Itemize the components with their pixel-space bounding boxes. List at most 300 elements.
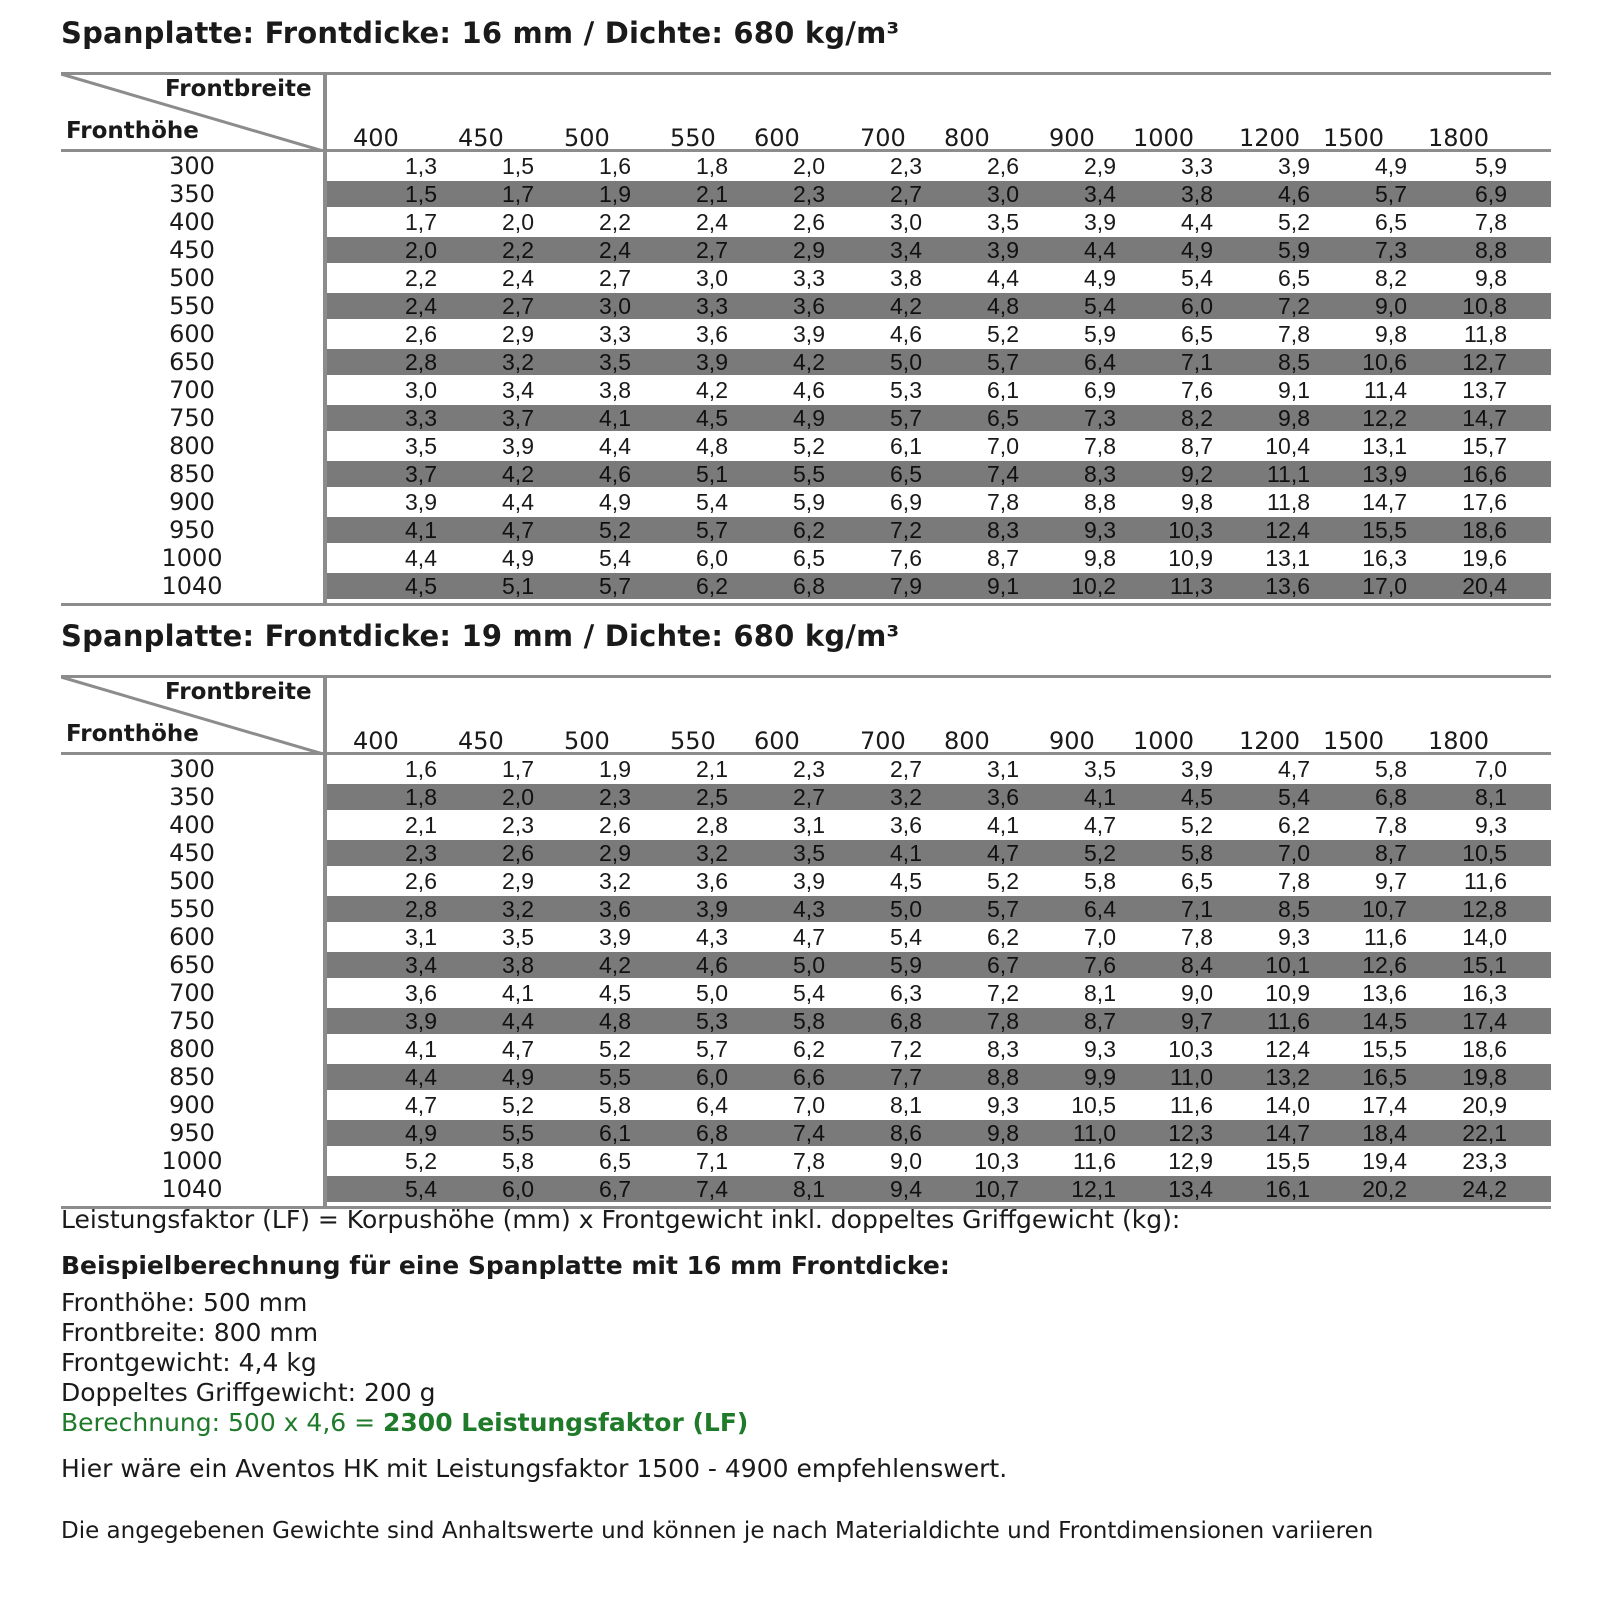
row-header: 300 <box>169 152 215 180</box>
table-cell: 4,6 <box>696 952 728 978</box>
table-cell: 4,6 <box>890 321 922 347</box>
table-cell: 7,9 <box>890 573 922 599</box>
row-header: 550 <box>169 895 215 923</box>
column-header: 900 <box>1049 124 1095 152</box>
table-cell: 2,3 <box>890 153 922 179</box>
table-cell: 2,6 <box>793 209 825 235</box>
table-cell: 2,6 <box>405 321 437 347</box>
table-cell: 10,6 <box>1362 349 1407 375</box>
table-cell: 5,0 <box>890 896 922 922</box>
table-row <box>61 320 1551 348</box>
table-cell: 3,7 <box>405 461 437 487</box>
table-cell: 3,9 <box>599 924 631 950</box>
table-cell: 11,4 <box>1363 377 1407 403</box>
row-header: 750 <box>169 1007 215 1035</box>
row-header: 1040 <box>161 1175 223 1203</box>
table-cell: 5,3 <box>890 377 922 403</box>
table-cell: 4,9 <box>793 405 825 431</box>
table-cell: 3,1 <box>405 924 437 950</box>
table-cell: 15,5 <box>1362 1036 1407 1062</box>
table-cell: 1,5 <box>405 181 437 207</box>
table-cell: 7,6 <box>890 545 922 571</box>
table-cell: 6,4 <box>1084 896 1116 922</box>
table-cell: 6,7 <box>987 952 1019 978</box>
table-cell: 6,8 <box>890 1008 922 1034</box>
table-cell: 8,7 <box>987 545 1019 571</box>
table-cell: 4,5 <box>405 573 437 599</box>
table-row <box>61 923 1551 951</box>
table-row <box>61 544 1551 572</box>
table-cell: 10,3 <box>1168 517 1213 543</box>
table-cell: 5,0 <box>890 349 922 375</box>
table-cell: 7,2 <box>890 517 922 543</box>
table-cell: 5,2 <box>405 1148 437 1174</box>
table-cell: 1,9 <box>599 181 631 207</box>
table-cell: 10,7 <box>974 1176 1019 1202</box>
table-cell: 3,8 <box>1181 181 1213 207</box>
recommendation-note: Hier wäre ein Aventos HK mit Leistungsfaktor 1500 - 4900 empfehlenswert. <box>61 1454 1008 1483</box>
table-cell: 3,0 <box>599 293 631 319</box>
table-cell: 2,4 <box>599 237 631 263</box>
row-header: 800 <box>169 1035 215 1063</box>
table-cell: 1,6 <box>599 153 631 179</box>
table-cell: 5,3 <box>696 1008 728 1034</box>
row-header: 350 <box>169 180 215 208</box>
table-cell: 5,8 <box>1181 840 1213 866</box>
table-cell: 2,3 <box>599 784 631 810</box>
table-cell: 6,7 <box>599 1176 631 1202</box>
table-cell: 13,7 <box>1462 377 1507 403</box>
table-cell: 2,7 <box>599 265 631 291</box>
table-cell: 19,8 <box>1462 1064 1507 1090</box>
table-cell: 4,7 <box>405 1092 437 1118</box>
table-row <box>61 951 1551 979</box>
table-cell: 5,8 <box>502 1148 534 1174</box>
row-header: 300 <box>169 755 215 783</box>
column-header: 1200 <box>1239 727 1301 755</box>
table-cell: 3,0 <box>987 181 1019 207</box>
table-row <box>61 895 1551 923</box>
table-cell: 5,0 <box>793 952 825 978</box>
table-cell: 2,6 <box>405 868 437 894</box>
table-cell: 2,6 <box>502 840 534 866</box>
table-cell: 12,1 <box>1071 1176 1116 1202</box>
table-cell: 7,0 <box>1278 840 1310 866</box>
table-cell: 7,0 <box>987 433 1019 459</box>
table-cell: 7,8 <box>987 1008 1019 1034</box>
table-row <box>61 755 1551 783</box>
table-cell: 3,8 <box>599 377 631 403</box>
table-cell: 10,3 <box>974 1148 1019 1174</box>
row-header: 900 <box>169 488 215 516</box>
table-cell: 5,5 <box>599 1064 631 1090</box>
table-cell: 17,4 <box>1362 1092 1407 1118</box>
table-cell: 10,9 <box>1168 545 1213 571</box>
table-cell: 6,0 <box>502 1176 534 1202</box>
table-cell: 4,4 <box>502 489 534 515</box>
table-cell: 12,7 <box>1462 349 1507 375</box>
table-row <box>61 404 1551 432</box>
table-row <box>61 867 1551 895</box>
table-cell: 7,3 <box>1084 405 1116 431</box>
table-cell: 5,2 <box>502 1092 534 1118</box>
table-cell: 5,7 <box>987 896 1019 922</box>
table-cell: 4,7 <box>1278 756 1310 782</box>
table-cell: 1,3 <box>405 153 437 179</box>
table-cell: 3,6 <box>793 293 825 319</box>
table-cell: 4,4 <box>405 545 437 571</box>
table-cell: 12,9 <box>1168 1148 1213 1174</box>
weight-table-19mm <box>61 675 1551 1209</box>
table-cell: 3,9 <box>696 896 728 922</box>
table-cell: 6,5 <box>1375 209 1407 235</box>
table-cell: 7,0 <box>1084 924 1116 950</box>
table-cell: 13,4 <box>1168 1176 1213 1202</box>
table-cell: 5,8 <box>599 1092 631 1118</box>
table-cell: 3,5 <box>1084 756 1116 782</box>
table-cell: 7,8 <box>987 489 1019 515</box>
table-row <box>61 292 1551 320</box>
table-cell: 9,0 <box>890 1148 922 1174</box>
table-cell: 4,5 <box>890 868 922 894</box>
table-cell: 19,6 <box>1462 545 1507 571</box>
table-cell: 3,5 <box>599 349 631 375</box>
calculation-result: 2300 Leistungsfaktor (LF) <box>383 1408 749 1437</box>
table-cell: 3,2 <box>502 896 534 922</box>
table-cell: 9,2 <box>1181 461 1213 487</box>
table-cell: 3,0 <box>696 265 728 291</box>
table-row <box>61 236 1551 264</box>
column-header: 1000 <box>1133 124 1195 152</box>
table-cell: 4,6 <box>793 377 825 403</box>
column-header: 1500 <box>1323 124 1385 152</box>
table-cell: 3,3 <box>405 405 437 431</box>
table-cell: 12,4 <box>1265 517 1310 543</box>
table-cell: 6,3 <box>890 980 922 1006</box>
table-cell: 4,4 <box>1181 209 1213 235</box>
table-row <box>61 1147 1551 1175</box>
table-cell: 5,2 <box>987 868 1019 894</box>
table-cell: 2,9 <box>1084 153 1116 179</box>
table-cell: 20,4 <box>1462 573 1507 599</box>
table-cell: 4,8 <box>987 293 1019 319</box>
table-cell: 6,2 <box>793 1036 825 1062</box>
table-cell: 4,9 <box>502 1064 534 1090</box>
table-cell: 11,6 <box>1363 924 1407 950</box>
table-cell: 17,4 <box>1462 1008 1507 1034</box>
table-cell: 16,1 <box>1265 1176 1310 1202</box>
table-cell: 24,2 <box>1462 1176 1507 1202</box>
table-row <box>61 1091 1551 1119</box>
table-cell: 18,4 <box>1362 1120 1407 1146</box>
table-cell: 5,1 <box>696 461 728 487</box>
table-cell: 8,7 <box>1375 840 1407 866</box>
table-cell: 4,5 <box>1181 784 1213 810</box>
table-cell: 5,9 <box>890 952 922 978</box>
table-cell: 9,8 <box>1084 545 1116 571</box>
row-header: 450 <box>169 839 215 867</box>
row-header: 550 <box>169 292 215 320</box>
table-1-title: Spanplatte: Frontdicke: 16 mm / Dichte: 680 kg/m³ <box>61 16 900 50</box>
table-cell: 15,7 <box>1462 433 1507 459</box>
table-cell: 15,1 <box>1462 952 1507 978</box>
table-cell: 9,8 <box>1475 265 1507 291</box>
table-cell: 6,9 <box>890 489 922 515</box>
table-cell: 3,9 <box>405 489 437 515</box>
table-cell: 2,2 <box>405 265 437 291</box>
row-header: 950 <box>169 516 215 544</box>
table-cell: 9,1 <box>987 573 1019 599</box>
table-row <box>61 783 1551 811</box>
table-cell: 2,3 <box>405 840 437 866</box>
table-cell: 6,2 <box>696 573 728 599</box>
column-header: 550 <box>670 727 716 755</box>
table-cell: 5,7 <box>696 1036 728 1062</box>
table-cell: 4,4 <box>599 433 631 459</box>
row-header: 1040 <box>161 572 223 600</box>
table-cell: 4,8 <box>696 433 728 459</box>
table-cell: 7,1 <box>1181 349 1213 375</box>
column-header: 600 <box>754 727 800 755</box>
table-cell: 2,7 <box>696 237 728 263</box>
column-header: 1500 <box>1323 727 1385 755</box>
row-header: 500 <box>169 867 215 895</box>
table-cell: 3,8 <box>890 265 922 291</box>
table-cell: 8,7 <box>1181 433 1213 459</box>
table-cell: 3,6 <box>696 868 728 894</box>
table-cell: 19,4 <box>1362 1148 1407 1174</box>
table-cell: 14,7 <box>1265 1120 1310 1146</box>
table-cell: 5,2 <box>1278 209 1310 235</box>
table-cell: 9,0 <box>1375 293 1407 319</box>
row-header: 850 <box>169 1063 215 1091</box>
table-cell: 12,2 <box>1362 405 1407 431</box>
table-cell: 4,1 <box>405 1036 437 1062</box>
table-cell: 2,1 <box>696 181 728 207</box>
table-cell: 8,5 <box>1278 349 1310 375</box>
table-cell: 6,4 <box>696 1092 728 1118</box>
table-cell: 2,8 <box>405 349 437 375</box>
table-row <box>61 1119 1551 1147</box>
table-cell: 2,1 <box>405 812 437 838</box>
table-cell: 3,3 <box>793 265 825 291</box>
table-row <box>61 1063 1551 1091</box>
column-header: 800 <box>944 124 990 152</box>
table-cell: 8,5 <box>1278 896 1310 922</box>
table-cell: 10,2 <box>1071 573 1116 599</box>
table-cell: 2,4 <box>696 209 728 235</box>
table-cell: 5,7 <box>987 349 1019 375</box>
table-cell: 9,3 <box>987 1092 1019 1118</box>
table-cell: 6,8 <box>793 573 825 599</box>
table-cell: 10,5 <box>1462 840 1507 866</box>
table-cell: 2,1 <box>696 756 728 782</box>
table-cell: 8,1 <box>1475 784 1507 810</box>
table-cell: 4,9 <box>1181 237 1213 263</box>
table-cell: 2,8 <box>405 896 437 922</box>
table-bottom-rule <box>61 603 1551 606</box>
table-cell: 5,9 <box>1278 237 1310 263</box>
table-cell: 4,2 <box>793 349 825 375</box>
table-row <box>61 152 1551 180</box>
table-cell: 3,2 <box>890 784 922 810</box>
table-cell: 7,4 <box>987 461 1019 487</box>
row-header: 400 <box>169 811 215 839</box>
table-cell: 7,0 <box>793 1092 825 1118</box>
table-cell: 2,9 <box>502 321 534 347</box>
table-cell: 9,9 <box>1084 1064 1116 1090</box>
table-cell: 11,6 <box>1463 868 1507 894</box>
table-cell: 6,5 <box>987 405 1019 431</box>
table-row <box>61 979 1551 1007</box>
table-cell: 7,0 <box>1475 756 1507 782</box>
table-cell: 1,7 <box>405 209 437 235</box>
table-cell: 3,6 <box>405 980 437 1006</box>
table-body <box>61 755 1551 1203</box>
table-cell: 7,8 <box>1375 812 1407 838</box>
column-header: 500 <box>564 124 610 152</box>
table-cell: 2,5 <box>696 784 728 810</box>
table-cell: 3,5 <box>502 924 534 950</box>
table-row <box>61 348 1551 376</box>
column-header: 700 <box>860 124 906 152</box>
row-header: 950 <box>169 1119 215 1147</box>
table-cell: 13,1 <box>1362 433 1407 459</box>
example-title: Beispielberechnung für eine Spanplatte mit 16 mm Frontdicke: <box>61 1251 950 1280</box>
table-body <box>61 152 1551 600</box>
table-cell: 14,7 <box>1462 405 1507 431</box>
table-cell: 3,4 <box>1084 181 1116 207</box>
table-cell: 5,5 <box>502 1120 534 1146</box>
table-cell: 16,6 <box>1462 461 1507 487</box>
table-cell: 9,8 <box>1375 321 1407 347</box>
table-cell: 10,9 <box>1265 980 1310 1006</box>
table-cell: 3,1 <box>987 756 1019 782</box>
column-header: 400 <box>353 124 399 152</box>
table-row <box>61 432 1551 460</box>
table-row <box>61 488 1551 516</box>
table-cell: 3,4 <box>405 952 437 978</box>
table-cell: 9,3 <box>1475 812 1507 838</box>
table-cell: 3,9 <box>502 433 534 459</box>
table-cell: 2,7 <box>890 181 922 207</box>
table-cell: 3,1 <box>793 812 825 838</box>
table-cell: 18,6 <box>1462 1036 1507 1062</box>
table-cell: 20,2 <box>1362 1176 1407 1202</box>
table-cell: 5,4 <box>1181 265 1213 291</box>
table-cell: 8,3 <box>1084 461 1116 487</box>
row-axis-label: Fronthöhe <box>66 721 199 747</box>
table-cell: 2,3 <box>793 756 825 782</box>
table-cell: 6,1 <box>890 433 922 459</box>
table-cell: 14,5 <box>1362 1008 1407 1034</box>
table-cell: 5,8 <box>1084 868 1116 894</box>
table-cell: 6,5 <box>1181 321 1213 347</box>
table-cell: 4,8 <box>599 1008 631 1034</box>
table-cell: 6,0 <box>696 545 728 571</box>
calculation-prefix: Berechnung: 500 x 4,6 = <box>61 1408 384 1437</box>
table-cell: 5,7 <box>696 517 728 543</box>
table-cell: 9,1 <box>1278 377 1310 403</box>
table-cell: 8,8 <box>1475 237 1507 263</box>
table-cell: 7,8 <box>1475 209 1507 235</box>
table-cell: 8,1 <box>890 1092 922 1118</box>
row-header: 1000 <box>161 1147 223 1175</box>
table-cell: 7,2 <box>890 1036 922 1062</box>
table-cell: 6,5 <box>599 1148 631 1174</box>
column-axis-label: Frontbreite <box>165 679 312 705</box>
table-cell: 3,2 <box>502 349 534 375</box>
table-cell: 3,9 <box>1181 756 1213 782</box>
table-cell: 8,3 <box>987 1036 1019 1062</box>
table-cell: 5,8 <box>1375 756 1407 782</box>
table-cell: 7,6 <box>1181 377 1213 403</box>
table-cell: 3,9 <box>987 237 1019 263</box>
table-cell: 3,3 <box>1181 153 1213 179</box>
column-axis-label: Frontbreite <box>165 76 312 102</box>
table-row <box>61 1007 1551 1035</box>
table-cell: 9,3 <box>1278 924 1310 950</box>
row-header: 1000 <box>161 544 223 572</box>
table-cell: 1,7 <box>502 181 534 207</box>
table-cell: 7,1 <box>696 1148 728 1174</box>
table-cell: 5,7 <box>599 573 631 599</box>
table-cell: 8,1 <box>793 1176 825 1202</box>
table-cell: 1,8 <box>405 784 437 810</box>
table-cell: 13,6 <box>1265 573 1310 599</box>
table-cell: 4,5 <box>599 980 631 1006</box>
table-cell: 9,8 <box>987 1120 1019 1146</box>
table-cell: 5,9 <box>793 489 825 515</box>
table-cell: 8,2 <box>1181 405 1213 431</box>
table-cell: 7,6 <box>1084 952 1116 978</box>
table-cell: 5,7 <box>890 405 922 431</box>
table-cell: 3,0 <box>890 209 922 235</box>
table-cell: 5,2 <box>1084 840 1116 866</box>
table-cell: 5,8 <box>793 1008 825 1034</box>
table-cell: 9,4 <box>890 1176 922 1202</box>
table-cell: 5,4 <box>599 545 631 571</box>
table-cell: 10,7 <box>1362 896 1407 922</box>
table-row <box>61 1035 1551 1063</box>
table-cell: 5,7 <box>1375 181 1407 207</box>
table-cell: 5,4 <box>793 980 825 1006</box>
table-cell: 3,9 <box>1084 209 1116 235</box>
table-cell: 12,4 <box>1265 1036 1310 1062</box>
table-cell: 4,9 <box>405 1120 437 1146</box>
table-cell: 3,6 <box>987 784 1019 810</box>
table-cell: 3,4 <box>890 237 922 263</box>
table-cell: 5,1 <box>502 573 534 599</box>
table-row <box>61 264 1551 292</box>
table-cell: 6,1 <box>987 377 1019 403</box>
table-cell: 9,8 <box>1278 405 1310 431</box>
row-header: 650 <box>169 951 215 979</box>
table-cell: 2,7 <box>890 756 922 782</box>
table-cell: 1,8 <box>696 153 728 179</box>
table-cell: 10,5 <box>1071 1092 1116 1118</box>
table-cell: 8,1 <box>1084 980 1116 1006</box>
table-cell: 4,7 <box>502 517 534 543</box>
table-cell: 13,1 <box>1265 545 1310 571</box>
table-cell: 7,2 <box>987 980 1019 1006</box>
table-cell: 6,5 <box>1181 868 1213 894</box>
calculation-line <box>61 1408 748 1437</box>
table-cell: 10,8 <box>1462 293 1507 319</box>
table-cell: 6,2 <box>1278 812 1310 838</box>
table-cell: 5,9 <box>1475 153 1507 179</box>
table-cell: 4,3 <box>793 896 825 922</box>
